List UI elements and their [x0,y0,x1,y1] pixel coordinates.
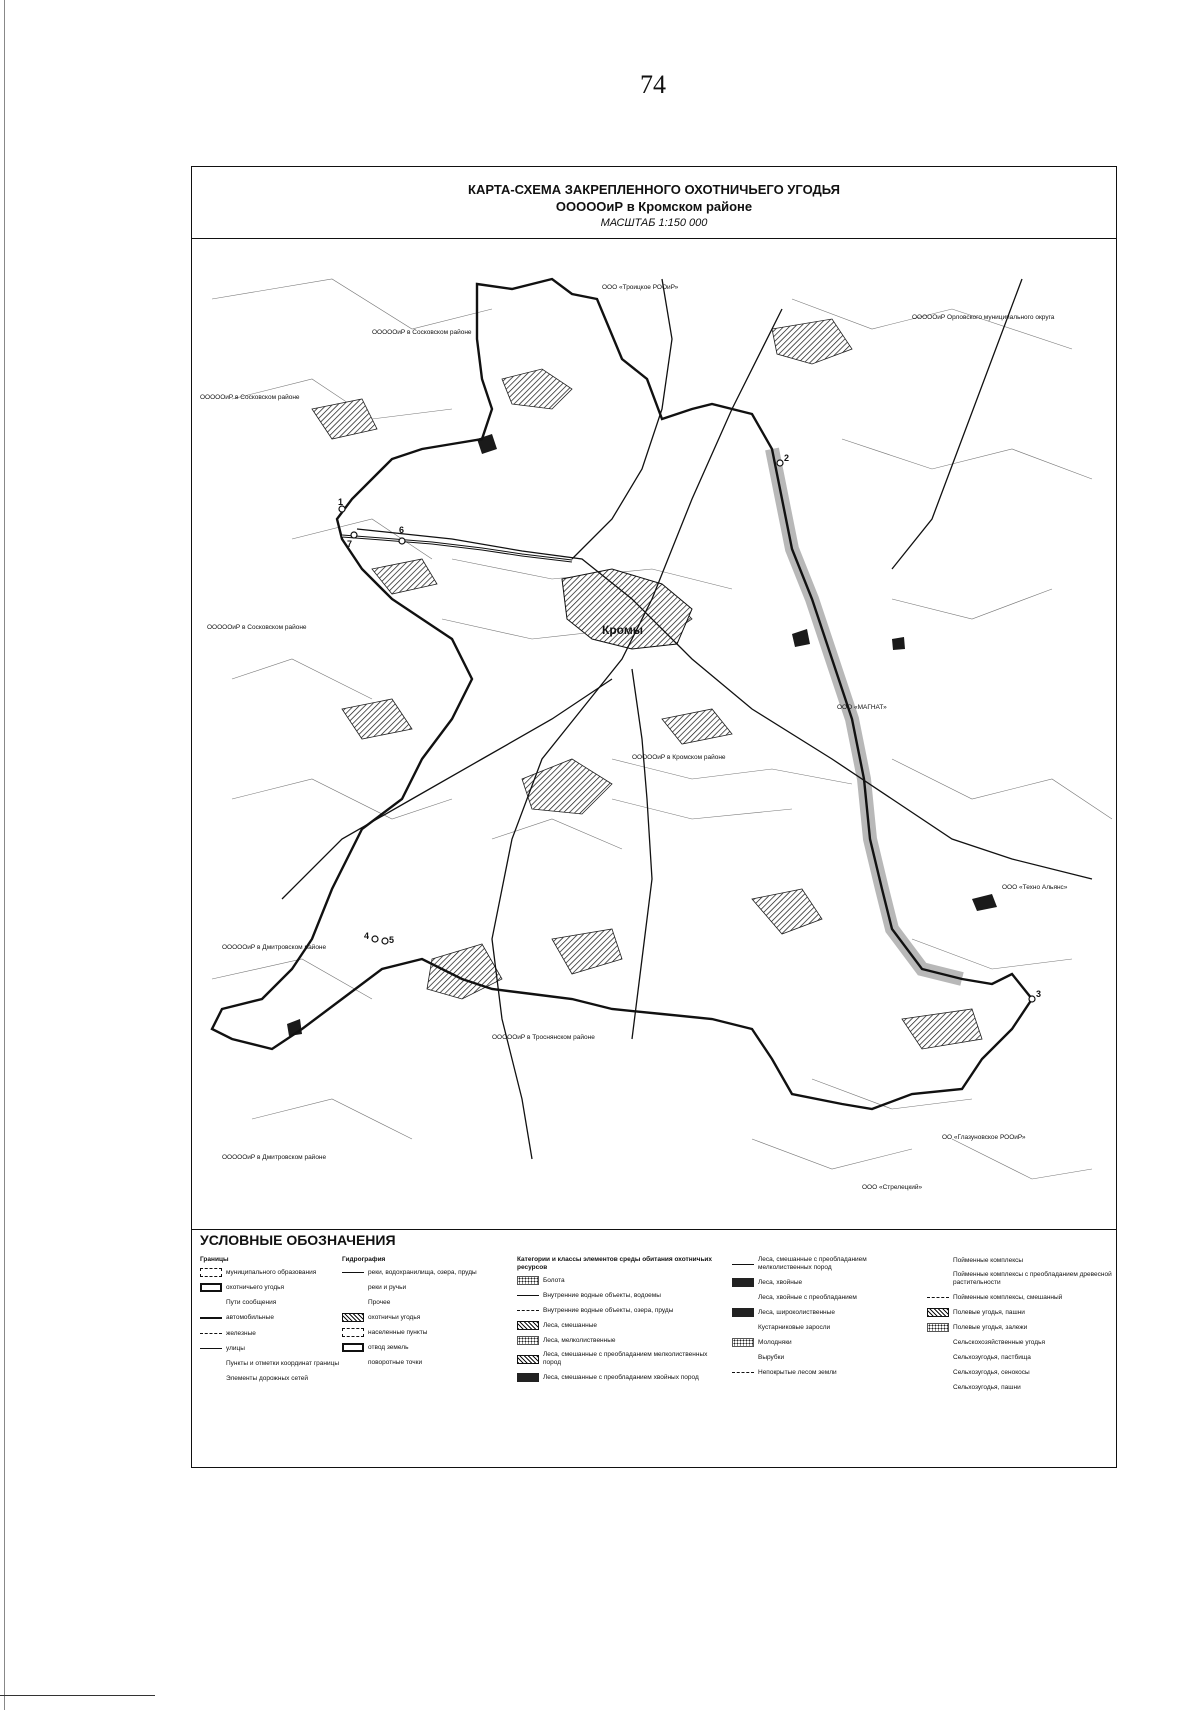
neighbor-label: ОООООиР в Дмитровском районе [222,944,327,951]
legend-symbol [200,1374,222,1383]
page-number: 74 [640,70,666,99]
legend-item-label: отвод земель [368,1343,409,1351]
neighbor-label: ОООООиР Орловского муниципального округа [912,314,1055,321]
legend-heading: Гидрография [342,1256,386,1263]
legend-item-label: населенные пункты [368,1328,428,1336]
legend-item [342,1343,512,1352]
legend-symbol [927,1338,949,1347]
map-title: КАРТА-СХЕМА ЗАКРЕПЛЕННОГО ОХОТНИЧЬЕГО УГОДЬЯ [468,182,840,197]
legend-symbol [517,1373,539,1382]
legend-item [517,1336,727,1345]
legend-item-label: муниципального образования [226,1268,317,1276]
legend-item [342,1283,512,1292]
legend-symbol [517,1295,539,1296]
map-area [192,239,1116,1229]
legend-item-label: реки, водохранилища, озера, пруды [368,1268,477,1276]
legend-item-label: Леса, мелколиственные [543,1336,616,1344]
legend-symbol [927,1256,949,1265]
point-label-7: 7 [347,539,353,549]
legend-symbol [732,1293,754,1302]
point-label-2: 2 [784,453,790,463]
legend-item-label: Болота [543,1276,565,1284]
boundary-point-7 [351,532,357,538]
legend-item-label: Молодняки [758,1338,792,1346]
legend-item [342,1313,512,1322]
legend-symbol [342,1328,364,1337]
forest-patches [312,319,982,1049]
legend-item-label: Непокрытые лесом земли [758,1368,837,1376]
neighbor-label: ОООООиР в Сосковском районе [207,624,307,631]
boundary-point-4 [372,936,378,942]
legend-heading: Границы [200,1256,229,1263]
legend-item [200,1283,340,1292]
neighbor-label: ОООООиР в Кромском районе [632,754,726,761]
scan-margin-line [4,0,5,1710]
legend-column-boundaries [200,1256,340,1389]
legend-item [732,1278,922,1287]
legend-symbol [517,1355,539,1364]
legend-item [517,1291,727,1300]
map-legend [192,1229,1116,1467]
legend-symbol [342,1343,364,1352]
legend-item [732,1323,922,1332]
legend-symbol [342,1272,364,1273]
legend-symbol [732,1372,754,1373]
legend-symbol [927,1275,949,1284]
legend-item [200,1298,340,1307]
legend-item-label: Леса, хвойные с преобладанием [758,1293,857,1301]
legend-symbol [517,1276,539,1285]
legend-column-agricultural [927,1256,1112,1398]
neighbor-label: ОООООиР в Сосковском районе [200,394,300,401]
legend-item [732,1256,922,1272]
legend-item [927,1383,1112,1392]
legend-symbol [200,1359,222,1368]
legend-item-label: Полевые угодья, залежи [953,1323,1028,1331]
legend-item-label: Сельхозугодья, пастбища [953,1353,1031,1361]
legend-symbol [200,1333,222,1334]
legend-item [200,1359,340,1368]
legend-item [342,1358,512,1367]
legend-item [927,1271,1112,1287]
legend-symbol [200,1283,222,1292]
neighbor-label: ООО «Троицкое РООиР» [602,284,679,291]
legend-symbol [732,1353,754,1362]
legend-item [927,1323,1112,1332]
legend-item-label: Сельхозугодья, пашни [953,1383,1021,1391]
legend-item-label: Пути сообщения [226,1298,277,1306]
point-label-6: 6 [399,525,405,535]
legend-item-label: Леса, смешанные с преобладанием хвойных пород [543,1373,699,1381]
legend-item-label: поворотные точки [368,1358,423,1366]
legend-symbol [732,1308,754,1317]
legend-symbol [342,1358,364,1367]
legend-item [342,1328,512,1337]
point-label-1: 1 [338,497,344,507]
legend-column-habitats [517,1256,727,1388]
legend-item-label: Леса, смешанные с преобладанием мелколиственных пород [758,1256,867,1271]
legend-symbol [200,1348,222,1349]
neighbor-label: ООО «Техно Альянс» [1002,884,1068,891]
legend-column-hydrography [342,1256,512,1373]
legend-symbol [200,1298,222,1307]
neighbor-label: ООО «Стрелецкий» [862,1184,923,1191]
legend-item-label: автомобильные [226,1314,274,1321]
legend-symbol [927,1323,949,1332]
legend-symbol [927,1297,949,1298]
legend-item [517,1373,727,1382]
boundary-point-2 [777,460,783,466]
legend-symbol [200,1317,222,1319]
map-subtitle: ОООООиР в Кромском районе [555,199,753,214]
legend-symbol [517,1321,539,1330]
legend-item [927,1368,1112,1377]
legend-item [732,1293,922,1302]
legend-item-label: улицы [226,1344,245,1352]
town-area [562,569,692,649]
settlement-label: Кромы [602,623,643,637]
point-label-5: 5 [389,935,395,945]
legend-symbol [732,1323,754,1332]
legend-item [732,1368,922,1377]
map-canvas [192,239,1116,1229]
legend-symbol [927,1383,949,1392]
legend-symbol [342,1313,364,1322]
footer-rule [0,1695,155,1696]
legend-item-label: Пойменные комплексы [953,1256,1024,1264]
legend-symbol [517,1310,539,1311]
legend-item [200,1374,340,1383]
boundary-point-5 [382,938,388,944]
legend-item [200,1268,340,1277]
legend-item [732,1353,922,1362]
legend-title: УСЛОВНЫЕ ОБОЗНАЧЕНИЯ [200,1232,396,1248]
neighbor-label: ОО «Глазуновское РООиР» [942,1134,1026,1141]
legend-item-label: Кустарниковые заросли [758,1323,831,1331]
legend-item [342,1268,512,1277]
legend-symbol [732,1264,754,1265]
legend-item [200,1313,340,1323]
neighbor-label: ОООООиР в Сосковском районе [372,329,472,336]
legend-symbol [927,1353,949,1362]
neighbor-label: ОООООиР в Дмитровском районе [222,1154,327,1161]
legend-item-label: железные [226,1329,256,1337]
legend-item-label: Прочее [368,1298,391,1306]
legend-item [927,1293,1112,1302]
legend-item [517,1306,727,1315]
neighbor-label: ООО «МАГНАТ» [837,704,887,711]
legend-item-label: Полевые угодья, пашни [953,1308,1025,1316]
legend-item [927,1338,1112,1347]
legend-symbol [517,1336,539,1345]
legend-item-label: Сельскохозяйственные угодья [953,1338,1045,1346]
legend-item [927,1308,1112,1317]
map-frame [191,166,1117,1468]
legend-item-label: охотничьего угодья [226,1283,285,1291]
legend-item [732,1308,922,1317]
legend-item [927,1353,1112,1362]
legend-symbol [342,1283,364,1292]
legend-item [200,1329,340,1338]
legend-item-label: Внутренние водные объекты, озера, пруды [543,1306,674,1314]
legend-item-label: Леса, смешанные с преобладанием мелколиственных пород [543,1351,708,1366]
legend-item [200,1344,340,1353]
legend-symbol [200,1268,222,1277]
legend-item [342,1298,512,1307]
legend-symbol [732,1278,754,1287]
map-title-block [192,167,1116,239]
boundary-point-6 [399,538,405,544]
legend-item-label: Пункты и отметки координат границы [226,1359,339,1367]
legend-item [517,1351,727,1367]
legend-item-label: Вырубки [758,1353,785,1361]
legend-item-label: охотничьи угодья [368,1313,421,1321]
legend-item [732,1338,922,1347]
legend-item-label: реки и ручьи [368,1283,407,1291]
legend-item [927,1256,1112,1265]
point-label-3: 3 [1036,989,1042,999]
legend-heading: Категории и классы элементов среды обитания охотничьих ресурсов [517,1256,713,1271]
legend-item-label: Леса, хвойные [758,1278,803,1286]
legend-item [517,1276,727,1285]
legend-item-label: Пойменные комплексы с преобладанием древесной растительности [953,1271,1112,1286]
point-label-4: 4 [364,931,370,941]
legend-item-label: Леса, смешанные [543,1321,597,1329]
legend-column-forests [732,1256,922,1383]
legend-symbol [927,1368,949,1377]
legend-item-label: Пойменные комплексы, смешанный [953,1293,1063,1301]
neighbor-label: ОООООиР в Троснянском районе [492,1034,595,1041]
boundary-point-3 [1029,996,1035,1002]
legend-item-label: Леса, широколиственные [758,1308,835,1316]
legend-item-label: Внутренние водные объекты, водоемы [543,1291,661,1299]
legend-item [517,1321,727,1330]
legend-symbol [927,1308,949,1317]
legend-item-label: Сельхозугодья, сенокосы [953,1368,1030,1376]
hunting-ground-boundary [212,279,1032,1109]
legend-symbol [342,1298,364,1307]
legend-symbol [732,1338,754,1347]
map-scale: МАСШТАБ 1:150 000 [600,217,708,229]
legend-item-label: Элементы дорожных сетей [226,1374,309,1382]
